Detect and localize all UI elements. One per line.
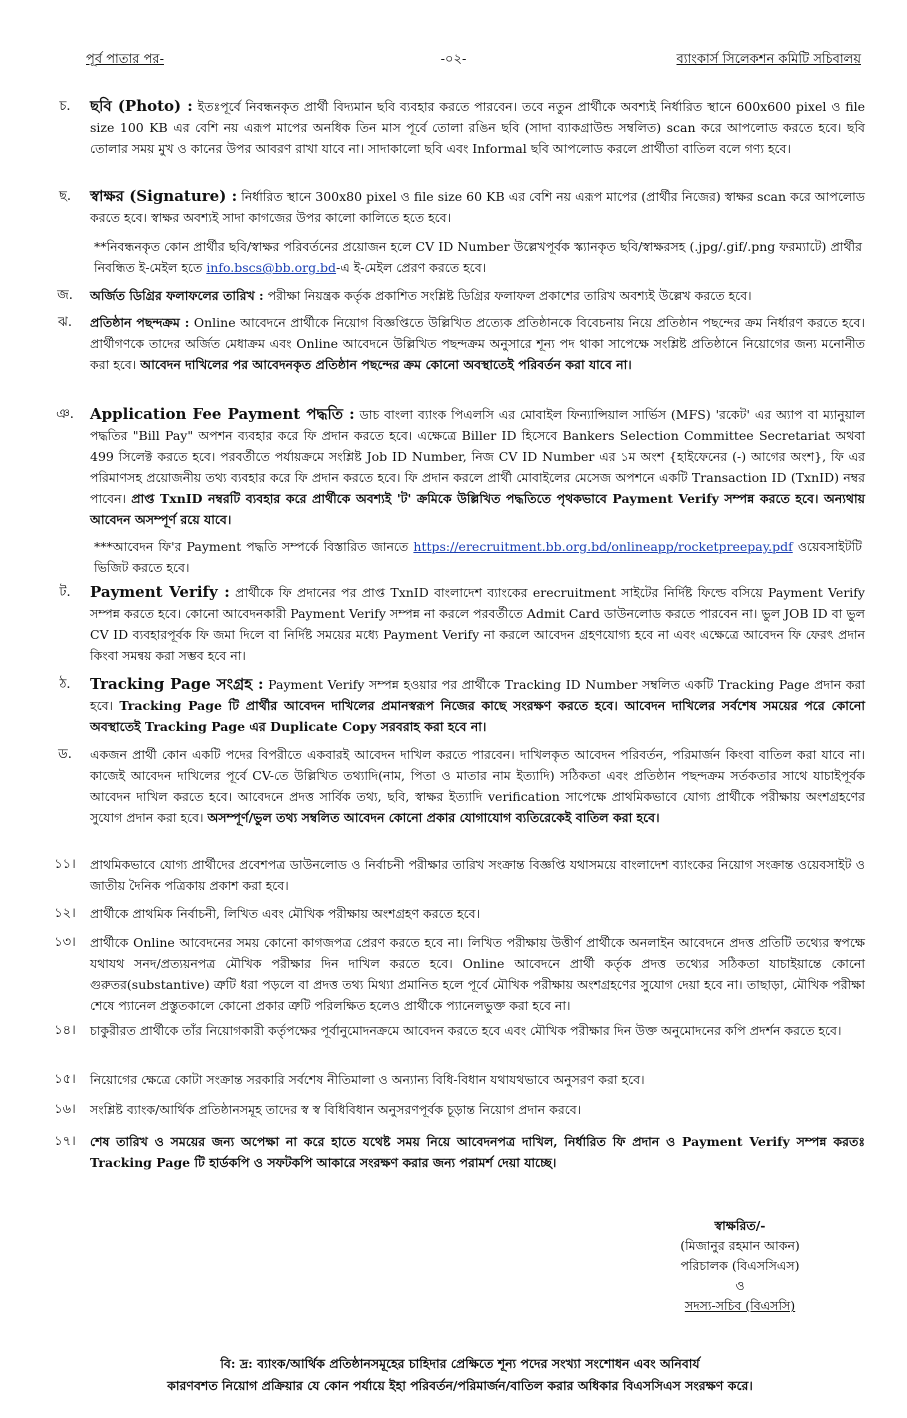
email-link[interactable]: info.bscs@bb.org.bd xyxy=(206,260,337,275)
item-text: চাকুরীরত প্রার্থীকে তাঁর নিয়োগকারী কর্তৃপক্ষের পূর্বানুমোদনক্রমে আবেদন করতে হবে এবং মৌখিক পরীক্ষার দিন উক্ত অনুমোদনের কপি প্রদর্শন করতে হবে। xyxy=(90,1023,842,1038)
signatory-name: (মিজানুর রহমান আকন) xyxy=(680,1238,800,1253)
item-photo xyxy=(40,96,865,159)
item-marker: ১৩। xyxy=(54,935,76,950)
footer-note xyxy=(90,1353,830,1397)
signatory-title-secondary: সদস্য-সচিব (বিএসসি) xyxy=(684,1298,796,1313)
note-tail: -এ ই-মেইল প্রেরণ করতে হবে। xyxy=(336,260,487,275)
header-continued: পূর্ব পাতার পর- xyxy=(86,52,164,67)
item-result-date xyxy=(40,285,865,306)
item-lead: Payment Verify : xyxy=(90,583,230,601)
item-bold-note: প্রাপ্ত TxnID নম্বরটি ব্যবহার করে প্রার্থীকে অবশ্যই 'ট' ক্রমিকে উল্লিখিত পদ্ধতিতে পৃথকভাবে Payment Verify সম্পন্ন করতে হবে। অন্যথায় আবেদন অসম্পূর্ণ রয়ে যাবে। xyxy=(90,491,865,527)
note-photo-change xyxy=(94,236,862,278)
item-marker: ড. xyxy=(58,747,72,762)
item-marker: ঞ. xyxy=(56,407,74,422)
signature-block xyxy=(640,1216,840,1316)
item-marker: ১১। xyxy=(54,857,76,872)
item-text: Payment Verify সম্পন্ন হওয়ার পর প্রার্থীকে Tracking ID Number সম্বলিত একটি Tracking Page প্রদান করা হবে। xyxy=(90,677,866,713)
item-text: ইতঃপূর্বে নিবন্ধনকৃত প্রার্থী বিদ্যমান ছবি ব্যবহার করতে পারবেন। তবে নতুন প্রার্থীকে অবশ্যই নির্ধারিত স্থানে 600x600 pixel ও file size 100 KB এর বেশি নয় এরূপ মাপের অনধিক তিন মাস পূর্বে তোলা রঙিন ছবি (সাদা ব্যাকগ্রাউন্ড সম্বলিত) scan করে আপলোড করতে হবে। ছবি তোলার সময় মুখ ও কানের উপর আবরণ রাখা যাবে না। সাদাকালো ছবি এবং Informal ছবি আপলোড করলে প্রার্থীতা বাতিল বলে গণ্য হবে। xyxy=(90,99,866,156)
item-text: প্রার্থীকে প্রাথমিক নির্বাচনী, লিখিত এবং মৌখিক পরীক্ষায় অংশগ্রহণ করতে হবে। xyxy=(90,906,481,921)
item-institution-preference xyxy=(40,312,865,375)
item-15 xyxy=(40,1069,865,1090)
item-lead: অর্জিত ডিগ্রির ফলাফলের তারিখ : xyxy=(90,288,264,303)
signatory-and: ও xyxy=(735,1278,745,1293)
item-marker: ১৬। xyxy=(54,1102,76,1117)
item-text: সংশ্লিষ্ট ব্যাংক/আর্থিক প্রতিষ্ঠানসমূহ তাদের স্ব স্ব বিধিবিধান অনুসরণপূর্বক চূড়ান্ত নিয়োগ প্রদান করবে। xyxy=(90,1102,582,1117)
item-text: পরীক্ষা নিয়ন্ত্রক কর্তৃক প্রকাশিত সংশ্লিষ্ট ডিগ্রির ফলাফল প্রকাশের তারিখ অবশ্যই উল্লেখ করতে হবে। xyxy=(267,288,752,303)
note-text: **নিবন্ধনকৃত কোন প্রার্থীর ছবি/স্বাক্ষর পরিবর্তনের প্রয়োজন হলে CV ID Number উল্লেখপূর্বক স্ক্যানকৃত ছবি/স্বাক্ষরসহ (.jpg/.gif/.png ফরম্যাটে) প্রার্থীর নিবন্ধিত ই-মেইল হতে xyxy=(94,239,862,275)
signatory-title: পরিচালক (বিএসসিএস) xyxy=(680,1258,800,1273)
item-payment-verify xyxy=(40,582,865,666)
item-text: নিয়োগের ক্ষেত্রে কোটা সংক্রান্ত সরকারি সর্বশেষ নীতিমালা ও অন্যান্য বিধি-বিধান যথাযথভাবে অনুসরণ করা হবে। xyxy=(90,1072,645,1087)
item-marker: ট. xyxy=(59,585,71,600)
page-number: -০২- xyxy=(440,52,467,67)
item-tracking-page xyxy=(40,674,865,737)
item-marker: ১২। xyxy=(54,906,76,921)
item-marker: ১৫। xyxy=(54,1072,76,1087)
item-11 xyxy=(40,854,865,896)
item-text: প্রাথমিকভাবে যোগ্য প্রার্থীদের প্রবেশপত্র ডাউনলোড ও নির্বাচনী পরীক্ষার তারিখ সংক্রান্ত বিজ্ঞপ্তি যথাসময়ে বাংলাদেশ ব্যাংকের নিয়োগ সংক্রান্ত ওয়েবসাইট ও জাতীয় দৈনিক পত্রিকায় প্রকাশ করা হবে। xyxy=(90,857,865,893)
item-text: নির্ধারিত স্থানে 300x80 pixel ও file size 60 KB এর বেশি নয় এরূপ মাপের (প্রার্থীর নিজের) স্বাক্ষর scan করে আপলোড করতে হবে। স্বাক্ষর অবশ্যই সাদা কাগজের উপর কালো কালিতে হতে হবে। xyxy=(90,189,865,225)
item-lead: স্বাক্ষর (Signature) : xyxy=(90,187,238,205)
payment-url-link[interactable]: https://erecruitment.bb.org.bd/onlineapp/rocketpreepay.pdf xyxy=(413,539,793,554)
item-text: প্রার্থীকে ফি প্রদানের পর প্রাপ্ত TxnID বাংলাদেশ ব্যাংকের erecruitment সাইটের নির্দিষ্ট ফিল্ডে বসিয়ে Payment Verify সম্পন্ন করতে হবে। কোনো আবেদনকারী Payment Verify সম্পন্ন না করলে পরবর্তীতে Admit Card ডাউনলোড করতে পারবেন না। ভুল JOB ID বা ভুল CV ID ব্যবহারপূর্বক ফি জমা দিলে বা নির্দিষ্ট সময়ের মধ্যে Payment Verify না করলে আবেদন গ্রহণযোগ্য হবে না এবং এক্ষেত্রে আবেদন ফি ফেরৎ প্রদান কিংবা সমন্বয় করা সম্ভব হবে না। xyxy=(90,585,865,663)
footer-line-1: বি: দ্র: ব্যাংক/আর্থিক প্রতিষ্ঠানসমূহের চাহিদার প্রেক্ষিতে শূন্য পদের সংখ্যা সংশোধন এবং অনিবার্য xyxy=(220,1356,700,1371)
item-text: ডাচ বাংলা ব্যাংক পিএলসি এর মোবাইল ফিন্যান্সিয়াল সার্ভিস (MFS) 'রকেট' এর অ্যাপ বা ম্যানুয়াল পদ্ধতির "Bill Pay" অপশন ব্যবহার করে ফি প্রদান করতে হবে। এক্ষেত্রে Biller ID হিসেবে Bankers Selection Committee Secretariat অথবা 499 সিলেক্ট করতে হবে। পরবর্তীতে পর্যায়ক্রমে সংশ্লিষ্ট Job ID Number, নিজ CV ID Number এর ১ম অংশ {হাইফেনের (-) আগের অংশ}, ফি এর পরিমাণসহ প্রয়োজনীয় তথ্য ব্যবহার করে ফি প্রদান করতে হবে। ফি প্রদান করলে প্রার্থী মোবাইলের মেসেজ অপশনে একটি Transaction ID (TxnID) নম্বর পাবেন। xyxy=(90,407,865,506)
item-marker: চ. xyxy=(59,99,71,114)
header-organization: ব্যাংকার্স সিলেকশন কমিটি সচিবালয় xyxy=(676,52,861,67)
item-single-application xyxy=(40,744,865,828)
item-13 xyxy=(40,932,865,1016)
item-fee-payment xyxy=(40,404,865,530)
note-payment-info xyxy=(94,536,862,578)
item-bold-note: Tracking Page টি প্রার্থীর আবেদন দাখিলের প্রমানস্বরূপ নিজের কাছে সংরক্ষণ করতে হবে। আবেদন দাখিলের সর্বশেষ সময়ের পরে কোনো অবস্থাতেই Tracking Page এর Duplicate Copy সরবরাহ করা হবে না। xyxy=(90,698,865,734)
item-lead: Application Fee Payment পদ্ধতি : xyxy=(90,405,355,423)
item-14 xyxy=(40,1020,865,1041)
item-text: একজন প্রার্থী কোন একটি পদের বিপরীতে একবারই আবেদন দাখিল করতে পারবেন। দাখিলকৃত আবেদন পরিবর্তন, পরিমার্জন কিংবা বাতিল করা যাবে না। কাজেই আবেদন দাখিলের পূর্বে CV-তে উল্লিখিত তথ্যাদি(নাম, পিতা ও মাতার নাম ইত্যাদি) সঠিকতা এবং প্রতিষ্ঠান পছন্দক্রম সর্তকতার সাথে যাচাইপূর্বক আবেদন দাখিল করতে হবে। আবেদনে প্রদত্ত সার্বিক তথ্য, ছবি, স্বাক্ষর ইত্যাদি verification সাপেক্ষে প্রাথমিকভাবে যোগ্য প্রার্থীকে পরীক্ষায় অংশগ্রহণের সুযোগ প্রদান করা হবে। xyxy=(90,747,865,825)
item-marker: ১৭। xyxy=(54,1134,76,1149)
footer-line-2: কারণবশত নিয়োগ প্রক্রিয়ার যে কোন পর্যায়ে ইহা পরিবর্তন/পরিমার্জন/বাতিল করার অধিকার বিএসসিএস সংরক্ষণ করে। xyxy=(167,1378,753,1393)
item-bold-note: আবেদন দাখিলের পর আবেদনকৃত প্রতিষ্ঠান পছন্দের ক্রম কোনো অবস্থাতেই পরিবর্তন করা যাবে না। xyxy=(140,357,632,372)
item-16 xyxy=(40,1099,865,1120)
item-text: Online আবেদনে প্রার্থীকে নিয়োগ বিজ্ঞপ্তিতে উল্লিখিত প্রত্যেক প্রতিষ্ঠানকে বিবেচনায় নিয়ে প্রতিষ্ঠান পছন্দের ক্রম নির্ধারণ করতে হবে। প্রার্থীগণকে তাদের অর্জিত মেধাক্রম এবং Online আবেদনে উল্লিখিত পছন্দক্রম অনুসারে শূন্য পদ থাকা সাপেক্ষে সংশ্লিষ্ট প্রতিষ্ঠানে নিয়োগের জন্য মনোনীত করা হবে। xyxy=(90,315,865,372)
item-12 xyxy=(40,903,865,924)
item-text: প্রার্থীকে Online আবেদনের সময় কোনো কাগজপত্র প্রেরণ করতে হবে না। লিখিত পরীক্ষায় উত্তীর্ণ প্রার্থীকে অনলাইন আবেদনে প্রদত্ত প্রতিটি তথ্যের স্বপক্ষে যথাযথ সনদ/প্রত্যয়নপত্র মৌখিক পরীক্ষার দিন দাখিল করতে হবে। Online আবেদনে প্রার্থী কর্তৃক প্রদত্ত তথ্যের সঠিকতা যাচাইয়ান্তে কোনো গুরুতর(substantive) ত্রুটি ধরা পড়লে বা প্রদত্ত তথ্য মিথ্যা প্রমানিত হলে পূর্বে মৌখিক পরীক্ষায় অংশগ্রহণের সুযোগ দেয়া হবে না। তাছাড়া, মৌখিক পরীক্ষা শেষে প্যানেল প্রস্তুতকালে কোনো প্রকার ত্রুটি পরিলক্ষিত হলেও প্রার্থীকে প্যানেলভুক্ত করা হবে না। xyxy=(90,935,865,1013)
note-text: ***আবেদন ফি'র Payment পদ্ধতি সম্পর্কে বিস্তারিত জানতে xyxy=(94,539,409,554)
signed-label: স্বাক্ষরিত/- xyxy=(714,1218,766,1233)
item-bold-note: শেষ তারিখ ও সময়ের জন্য অপেক্ষা না করে হাতে যথেষ্ট সময় নিয়ে আবেদনপত্র দাখিল, নির্ধারিত ফি প্রদান ও Payment Verify সম্পন্ন করতঃ Tracking Page টি হার্ডকপি ও সফটকপি আকারে সংরক্ষণ করার জন্য পরামর্শ দেয়া যাচ্ছে। xyxy=(90,1134,865,1170)
item-marker: জ. xyxy=(57,288,73,303)
item-marker: ঝ. xyxy=(58,315,72,330)
item-marker: ১৪। xyxy=(54,1023,76,1038)
item-bold-note: অসম্পূর্ণ/ভুল তথ্য সম্বলিত আবেদন কোনো প্রকার যোগাযোগ ব্যতিরেকেই বাতিল করা হবে। xyxy=(207,810,660,825)
item-lead: ছবি (Photo) : xyxy=(90,97,193,115)
item-marker: ছ. xyxy=(58,189,71,204)
item-marker: ঠ. xyxy=(59,677,71,692)
item-lead: Tracking Page সংগ্রহ : xyxy=(90,675,264,693)
item-17 xyxy=(40,1131,865,1173)
item-lead: প্রতিষ্ঠান পছন্দক্রম : xyxy=(90,315,190,330)
item-signature xyxy=(40,186,865,228)
note-tail: ওয়েবসাইটটি ভিজিট করতে হবে। xyxy=(94,539,862,575)
